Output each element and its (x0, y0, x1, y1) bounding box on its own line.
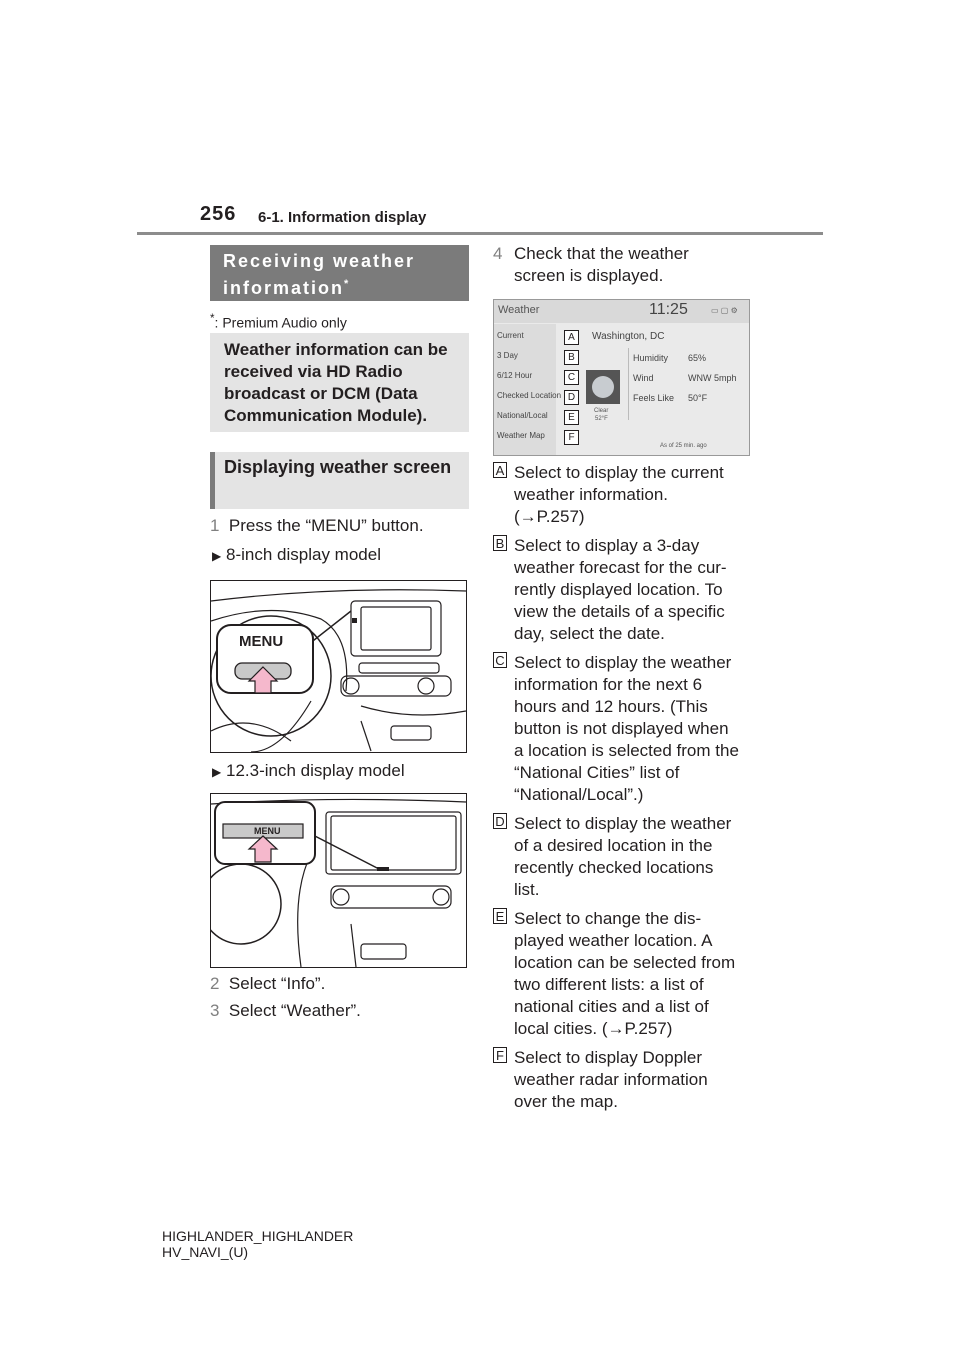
weather-screen-title: Weather (498, 304, 540, 316)
callout-item-label: B (493, 535, 507, 551)
callout-item (493, 535, 753, 645)
step-3-text: Select “Weather”. (228, 1001, 361, 1020)
callout-label: D (564, 390, 579, 405)
page-number: 256 (200, 203, 237, 225)
figure-12-inch-dashboard (210, 793, 467, 968)
weather-detail-value: 65% (688, 353, 707, 363)
weather-menu-item[interactable] (494, 428, 580, 448)
weather-updated: As of 25 min. ago (660, 443, 707, 449)
step-1-number: 1 (210, 516, 220, 535)
weather-temp: 52°F (595, 416, 608, 422)
callout-label: A (564, 330, 579, 345)
weather-screen-figure (493, 299, 750, 456)
footnote-mark: * (210, 312, 215, 325)
step-3-number: 3 (210, 1001, 220, 1020)
weather-menu-item[interactable] (494, 388, 580, 408)
step-1 (210, 515, 424, 537)
callout-item (493, 1047, 753, 1113)
callout-item (493, 813, 753, 901)
step-4-number: 4 (493, 244, 503, 263)
callout-item-text: Select to display a 3-day weather forecast for the cur-rently displayed location. To view the details of a specific day, select the date. (514, 536, 727, 643)
weather-menu-item-label: 6/12 Hour (497, 371, 533, 380)
weather-menu-item[interactable] (494, 348, 580, 368)
weather-menu-item[interactable] (494, 328, 580, 348)
step-4-text: Check that the weather screen is displayed. (514, 244, 689, 285)
callout-item-text: Select to display the weather of a desired location in the recently checked locations list. (514, 814, 732, 899)
weather-detail-key: Wind (633, 373, 654, 383)
callout-item-label: F (493, 1047, 507, 1063)
callout-item-label: D (493, 813, 507, 829)
heading-displaying-weather: Displaying weather screen (210, 452, 469, 509)
weather-menu-item-label: Current (497, 331, 524, 340)
weather-detail-row (633, 371, 745, 391)
model-1 (212, 544, 381, 567)
weather-menu-list (494, 328, 580, 448)
weather-screen-time: 11:25 (649, 301, 688, 318)
model-2-text: 12.3-inch display model (226, 761, 405, 780)
weather-menu-item[interactable] (494, 408, 580, 428)
callout-item (493, 462, 753, 528)
step-2-number: 2 (210, 974, 220, 993)
weather-detail-value: WNW 5mph (688, 373, 737, 383)
callout-label: F (564, 430, 579, 445)
callout-label: B (564, 350, 579, 365)
weather-detail-row (633, 351, 745, 371)
weather-menu-item-label: National/Local (497, 411, 548, 420)
moon-icon (592, 376, 614, 398)
weather-detail-value: 50°F (688, 393, 708, 403)
info-box: Weather information can be received via HD Radio broadcast or DCM (Data Communication Module). (210, 333, 469, 432)
heading-asterisk: * (344, 278, 351, 290)
callout-label: E (564, 410, 579, 425)
footer-line-1: HIGHLANDER_HIGHLANDER (162, 1228, 354, 1244)
step-2-text: Select “Info”. (228, 974, 326, 993)
weather-detail-key: Humidity (633, 353, 669, 363)
weather-location: Washington, DC (592, 331, 665, 342)
fig2-menu-label: MENU (254, 826, 281, 836)
model-2 (212, 760, 405, 783)
footnote (210, 312, 347, 331)
weather-menu-item-label: 3 Day (497, 351, 518, 360)
status-icons: ▭ ▢ ⚙ (711, 306, 738, 315)
weather-menu-item-label: Weather Map (497, 431, 545, 440)
callout-item-label: C (493, 652, 507, 668)
divider (628, 348, 629, 420)
callout-item-text: Select to display the current weather information. (→P.257) (514, 463, 724, 526)
callout-item-text: Select to display Doppler weather radar information over the map. (514, 1048, 708, 1111)
triangle-bullet-icon: ▶ (212, 549, 222, 563)
weather-detail-key: Feels Like (633, 393, 675, 403)
weather-menu-item-label: Checked Location (497, 391, 562, 400)
dashboard-8-inch-illustration (211, 581, 466, 752)
callout-item-text: Select to display the weather information for the next 6 hours and 12 hours. (This button is not displayed when a location is selected from the “National Cities” list of “National/Local”.) (514, 653, 739, 804)
step-2 (210, 973, 325, 995)
weather-detail-row (633, 391, 745, 411)
heading-receiving-weather-text: Receiving weather information (223, 251, 416, 298)
callout-item (493, 908, 753, 1040)
footnote-text: : Premium Audio only (214, 314, 347, 331)
callout-item-text: Select to change the dis-played weather location. A location can be selected from two different lists: a list of national cities and a list of local cities. (→P.257) (514, 909, 736, 1038)
footer-line-2: HV_NAVI_(U) (162, 1244, 249, 1260)
callout-descriptions (493, 462, 753, 1120)
weather-condition-image (586, 370, 620, 404)
dashboard-12-inch-illustration (211, 794, 466, 967)
callout-item-label: E (493, 908, 507, 924)
model-1-text: 8-inch display model (226, 545, 381, 564)
callout-item-label: A (493, 462, 507, 478)
step-4 (493, 243, 743, 287)
triangle-bullet-icon: ▶ (212, 765, 222, 779)
fig1-menu-label: MENU (239, 633, 284, 650)
weather-menu-item[interactable] (494, 368, 580, 388)
figure-8-inch-dashboard (210, 580, 467, 753)
section-title: 6-1. Information display (258, 209, 427, 226)
footer (162, 1228, 353, 1260)
header-rule (137, 232, 823, 235)
heading-receiving-weather (210, 245, 469, 301)
weather-detail-rows (633, 351, 745, 411)
weather-condition: Clear (594, 408, 609, 414)
callout-item (493, 652, 753, 806)
step-1-text: Press the “MENU” button. (228, 516, 424, 535)
callout-label: C (564, 370, 579, 385)
step-3 (210, 1000, 361, 1022)
